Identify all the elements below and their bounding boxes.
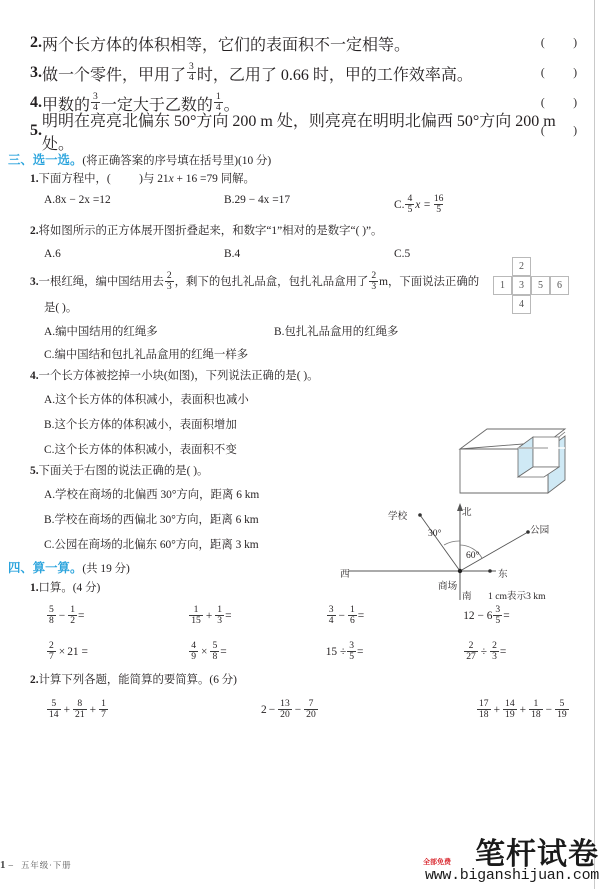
- option-b-label: B.: [224, 194, 235, 207]
- option-c-label: C.: [394, 199, 405, 212]
- cube-net-cell: 3: [512, 276, 531, 295]
- leading-number: 12 − 6: [463, 609, 493, 622]
- fraction: [503, 699, 517, 721]
- option-b-expression: 学校在商场的西偏北 30°方向，距离 6 km: [54, 514, 259, 527]
- fraction-numerator: 1: [101, 697, 106, 709]
- option-a-expression: 编中国结用的红绳多: [55, 325, 158, 338]
- equals-sign: =: [357, 645, 364, 658]
- choice-question-2: [30, 226, 577, 237]
- fraction-denominator: 5: [495, 614, 501, 626]
- option-a-expression: 学校在商场的北偏西 30°方向，距离 6 km: [55, 489, 260, 502]
- option-a[interactable]: [44, 194, 224, 216]
- tf-item-3-text-b: 时，乙用了 0.66 时，甲的工作效率高。: [196, 66, 473, 84]
- simplify-expression-1[interactable]: [46, 699, 261, 721]
- fraction: [529, 699, 543, 721]
- operator: ÷: [480, 645, 488, 658]
- mental-math-points: (4 分): [72, 582, 101, 595]
- watermark-url: www.biganshijuan.com: [424, 867, 599, 884]
- operator: ×: [58, 645, 66, 658]
- question-1-number: 1.: [30, 173, 39, 185]
- cube-net-cell: 4: [512, 295, 531, 314]
- option-c-label: C.: [44, 348, 55, 361]
- leading-number: 15 ÷: [325, 645, 347, 658]
- question-3-stem-d[interactable]: 是( )。: [44, 302, 78, 315]
- option-c-label: C.: [394, 247, 405, 260]
- fraction-numerator: 2: [49, 639, 54, 651]
- equals-sign: =: [499, 645, 507, 658]
- cuboid-svg: [455, 415, 605, 505]
- mental-math-number: 1.: [30, 582, 39, 595]
- tf-item-4-text-a: 甲数的: [42, 96, 91, 114]
- tf-item-4-text-c: 。: [223, 96, 240, 114]
- fraction-numerator: 2: [468, 639, 474, 651]
- tf-item-2-text: 两个长方体的体积相等，它们的表面积不一定相等。: [42, 36, 411, 54]
- simplify-title: 计算下列各题，能简算的要简算。: [38, 673, 210, 686]
- question-5-stem: 下面关于右图的说法正确的是( )。: [38, 465, 209, 478]
- simplify-number: 2.: [30, 673, 39, 686]
- option-a-label: A.: [44, 247, 56, 260]
- operator: +: [205, 609, 213, 622]
- fraction: [555, 699, 569, 721]
- question-2-number: 2.: [30, 225, 39, 238]
- fraction-denominator: 18: [479, 709, 489, 721]
- fraction: [47, 641, 56, 663]
- compass-scale-note: 1 cm表示3 km: [488, 591, 546, 602]
- tf-item-5-answer-bracket[interactable]: ( ): [540, 125, 577, 137]
- fraction: [73, 699, 87, 721]
- fraction-numerator: 4: [191, 639, 197, 651]
- option-b[interactable]: [274, 323, 398, 339]
- compass-angle-school: 30°: [428, 528, 442, 539]
- fraction-numerator: 16: [433, 192, 444, 204]
- page-footer: [0, 859, 72, 871]
- option-c-label: C.: [44, 539, 55, 552]
- compass-label-park: 公园: [530, 525, 550, 536]
- fraction-numerator: 3: [495, 603, 501, 615]
- simplify-heading: [30, 675, 577, 686]
- choice-question-1: [30, 174, 577, 185]
- compass-direction-figure: [340, 500, 602, 610]
- simplify-row: [30, 690, 577, 730]
- fraction-denominator: 20: [306, 709, 316, 721]
- fraction-numerator: 2: [371, 270, 377, 282]
- mental-math-title: 口算。: [38, 582, 73, 595]
- option-c[interactable]: [394, 194, 554, 216]
- fraction-numerator: 5: [49, 603, 54, 615]
- fraction-denominator: 4: [189, 72, 194, 83]
- fraction: [189, 605, 203, 627]
- fraction-numerator: 2: [166, 270, 172, 282]
- fraction: [327, 605, 336, 627]
- option-a-expression: 8x − 2x =12: [55, 194, 111, 207]
- fraction-numerator: 14: [505, 697, 515, 709]
- fraction: [464, 641, 478, 663]
- question-3-number: 3.: [30, 275, 39, 288]
- section-period: 。: [69, 561, 83, 576]
- fraction-numerator: 1: [349, 603, 355, 615]
- option-b-expression: 4: [234, 247, 241, 260]
- question-3-fraction-2: [369, 271, 378, 293]
- fraction-denominator: 3: [492, 650, 497, 662]
- tf-item-5-number: 5.: [30, 122, 42, 139]
- fraction-numerator: 5: [51, 697, 57, 709]
- fraction-denominator: 9: [191, 650, 197, 662]
- expression-5[interactable]: [46, 641, 188, 663]
- equals-sign: =: [78, 609, 85, 622]
- option-c-expression: 公园在商场的北偏东 60°方向，距离 3 km: [54, 539, 259, 552]
- fraction-numerator: 8: [77, 697, 83, 709]
- compass-angle-park: 60°: [466, 550, 480, 561]
- watermark: [422, 837, 599, 884]
- question-1-variable: x: [168, 173, 174, 185]
- fraction: [47, 605, 56, 627]
- fraction-numerator: 3: [93, 90, 98, 102]
- fraction: [68, 605, 77, 627]
- simplify-expression-2[interactable]: [261, 699, 476, 721]
- option-b-label: B.: [44, 419, 55, 432]
- question-3-stem-b: ，剩下的包扎礼品盒，包扎礼品盒用了: [174, 275, 369, 288]
- simplify-expression-3[interactable]: [476, 699, 570, 721]
- tf-item-2-answer-bracket[interactable]: ( ): [540, 37, 577, 49]
- fraction: [47, 699, 61, 721]
- question-3-stem-a: 一根红绳，编中国结用去: [38, 275, 164, 288]
- option-a-label: A.: [44, 194, 56, 207]
- section-title: 选一选: [32, 153, 70, 167]
- grade-label: 五年级·下册: [21, 861, 72, 870]
- fraction-numerator: 1: [215, 90, 221, 102]
- trailing-expression: 21 =: [67, 645, 88, 658]
- fraction: [477, 699, 491, 721]
- operator: −: [58, 609, 66, 622]
- question-3-line-1: [30, 272, 479, 294]
- section-title: 算一算: [32, 561, 70, 576]
- option-c-operator: x =: [415, 199, 431, 212]
- expression-8[interactable]: [463, 641, 577, 663]
- tf-item-4-answer-bracket[interactable]: ( ): [540, 97, 577, 109]
- tf-item-3-answer-bracket[interactable]: ( ): [540, 67, 577, 79]
- equals-sign: =: [225, 609, 232, 622]
- operator: −: [268, 704, 276, 717]
- fraction-numerator: 1: [70, 603, 76, 615]
- fraction: [278, 699, 292, 721]
- option-c-label: C.: [44, 444, 55, 457]
- compass-label-school: 学校: [388, 511, 408, 522]
- tf-item-3-text-a: 做一个零件，甲用了: [42, 66, 187, 84]
- fraction-denominator: 3: [217, 614, 223, 626]
- operator: ×: [201, 645, 208, 658]
- cube-net-cell: 2: [512, 257, 531, 276]
- fraction: [490, 641, 499, 663]
- fraction-denominator: 5: [407, 204, 413, 216]
- operator: +: [89, 704, 97, 717]
- fraction-numerator: 3: [349, 639, 355, 651]
- fraction: [210, 641, 219, 663]
- fraction-numerator: 5: [559, 697, 565, 709]
- fraction: [304, 699, 318, 721]
- tf-item-3: [30, 58, 577, 88]
- fraction-denominator: 15: [191, 614, 201, 626]
- fraction-numerator: 2: [492, 639, 497, 651]
- compass-label-east: 东: [498, 569, 508, 580]
- fraction-denominator: 19: [557, 709, 567, 721]
- option-b-expression: 29 − 4x =17: [234, 194, 291, 207]
- option-a[interactable]: [44, 248, 224, 260]
- tf-item-3-fraction: [187, 62, 196, 84]
- question-1-stem-a: 下面方程中，(: [38, 173, 111, 185]
- simplify-points: (6 分): [209, 673, 237, 686]
- option-b-label: B.: [224, 247, 235, 260]
- fraction-numerator: 4: [407, 192, 413, 204]
- question-3-options-row-1: [30, 323, 577, 339]
- compass-label-north: 北: [462, 507, 472, 518]
- equals-sign: =: [220, 645, 227, 658]
- fraction-denominator: 6: [349, 614, 355, 626]
- option-a-expression: 6: [55, 247, 61, 260]
- watermark-free-tag: 全部免费: [422, 858, 451, 866]
- operator: −: [294, 704, 302, 717]
- question-3-stem-c: m，下面说法正确的: [379, 275, 480, 288]
- option-b-label: B.: [44, 514, 55, 527]
- question-4-stem: 一个长方体被挖掉一小块(如图)，下列说法正确的是( )。: [38, 369, 319, 382]
- cube-net-cell: 5: [531, 276, 550, 295]
- fraction-numerator: 1: [217, 603, 223, 615]
- fraction-numerator: 1: [533, 697, 539, 709]
- fraction-denominator: 18: [531, 709, 541, 721]
- option-a-expression: 这个长方体的体积减小，表面积也减小: [55, 394, 249, 407]
- true-false-section: [30, 28, 577, 153]
- fraction-denominator: 7: [101, 709, 106, 721]
- question-1-stem-c: + 16 =79 同解。: [173, 173, 255, 185]
- question-1-options: [30, 194, 577, 216]
- section-index: 四、: [8, 561, 33, 576]
- option-c-fraction-1: [405, 194, 414, 216]
- notched-cuboid-figure: [455, 415, 605, 505]
- page-number: 1: [0, 859, 6, 871]
- option-a[interactable]: [44, 323, 274, 339]
- fraction-numerator: 5: [212, 639, 218, 651]
- fraction-numerator: 17: [479, 697, 489, 709]
- fraction-numerator: 13: [280, 697, 290, 709]
- option-c-fraction-2: [432, 194, 446, 216]
- fraction-denominator: 4: [93, 102, 98, 113]
- option-c-expression: 这个长方体的体积减小，表面积不变: [54, 444, 237, 457]
- operator: +: [493, 704, 501, 717]
- compass-label-mall: 商场: [438, 581, 458, 592]
- equals-sign: =: [357, 609, 365, 622]
- operator: +: [519, 704, 527, 717]
- section-note: (将正确答案的序号填在括号里)(10 分): [82, 155, 272, 167]
- fraction: [215, 605, 224, 627]
- question-1-stem-b: )与 21: [139, 173, 169, 185]
- page-number-dash: –: [8, 860, 13, 870]
- fraction-denominator: 3: [166, 281, 172, 293]
- fraction-numerator: 3: [189, 60, 194, 72]
- option-b-expression: 包扎礼品盒用的红绳多: [284, 325, 399, 338]
- operator: −: [545, 704, 553, 717]
- compass-label-south: 南: [462, 591, 472, 602]
- tf-item-3-number: 3.: [30, 64, 42, 81]
- option-a-label: A.: [44, 325, 56, 338]
- tf-item-4-number: 4.: [30, 94, 42, 111]
- cube-net-figure: [493, 257, 569, 314]
- section-index: 三、: [8, 153, 33, 167]
- tf-item-2-number: 2.: [30, 34, 42, 51]
- option-c-expression: 编中国结和包扎礼品盒用的红绳一样多: [54, 348, 249, 361]
- tf-item-4-text-b: 一定大于乙数的: [100, 96, 213, 114]
- fraction-denominator: 20: [280, 709, 290, 721]
- fraction-denominator: 4: [328, 614, 334, 626]
- expression-7[interactable]: [326, 641, 463, 663]
- section-period: 。: [69, 153, 83, 167]
- leading-number: 2: [261, 704, 267, 717]
- question-2-stem: 将如图所示的正方体展开图折叠起来，和数字“1”相对的是数字“( )”。: [38, 225, 383, 238]
- operator: +: [63, 704, 71, 717]
- fraction-denominator: 3: [371, 281, 377, 293]
- option-b-expression: 这个长方体的体积减小，表面积增加: [54, 419, 237, 432]
- fraction-numerator: 3: [328, 603, 334, 615]
- fraction-denominator: 7: [49, 650, 54, 662]
- fraction-denominator: 5: [349, 650, 355, 662]
- tf-item-5: [30, 113, 577, 153]
- option-b[interactable]: [224, 194, 394, 216]
- fraction-denominator: 2: [70, 614, 76, 626]
- fraction: [99, 699, 108, 721]
- expression-6[interactable]: [188, 641, 325, 663]
- expression-2[interactable]: [188, 605, 325, 627]
- expression-1[interactable]: [46, 605, 188, 627]
- fraction-denominator: 4: [215, 102, 221, 113]
- fraction: [189, 641, 198, 663]
- page-content: [8, 28, 577, 730]
- option-a-label: A.: [44, 489, 56, 502]
- fraction-numerator: 7: [308, 697, 314, 709]
- watermark-brand: 笔杆试卷: [475, 837, 599, 872]
- question-3-fraction-1: [165, 271, 174, 293]
- mental-math-row-2: [30, 634, 577, 670]
- cube-net-cell: 1: [493, 276, 512, 295]
- fraction-numerator: 1: [193, 603, 199, 615]
- fraction-denominator: 8: [212, 650, 218, 662]
- fraction-denominator: 27: [466, 650, 476, 662]
- operator: −: [338, 609, 345, 622]
- fraction-denominator: 19: [505, 709, 515, 721]
- option-b[interactable]: [224, 248, 394, 260]
- section-note: (共 19 分): [82, 563, 130, 576]
- fraction: [347, 641, 356, 663]
- fraction-denominator: 21: [75, 709, 85, 721]
- equals-sign: =: [503, 609, 510, 622]
- question-5-number: 5.: [30, 465, 39, 478]
- choice-question-4: [30, 371, 577, 382]
- fraction-denominator: 8: [49, 614, 54, 626]
- question-4-number: 4.: [30, 369, 39, 382]
- cube-net-cell: 6: [550, 276, 569, 295]
- question-3-option-c[interactable]: [30, 346, 577, 362]
- tf-item-5-text: 明明在亮亮北偏东 50°方向 200 m 处，则亮亮在明明北偏西 50°方向 200 m 处。: [42, 113, 556, 153]
- question-4-option-a[interactable]: [30, 391, 577, 407]
- compass-label-west: 西: [340, 569, 350, 580]
- fraction-denominator: 14: [49, 709, 59, 721]
- option-c-expression: 5: [404, 247, 411, 260]
- option-b-label: B.: [274, 325, 285, 338]
- option-a-label: A.: [44, 394, 56, 407]
- fraction-denominator: 5: [436, 204, 442, 216]
- tf-item-2: [30, 28, 577, 58]
- question-1-answer-blank[interactable]: [111, 173, 139, 185]
